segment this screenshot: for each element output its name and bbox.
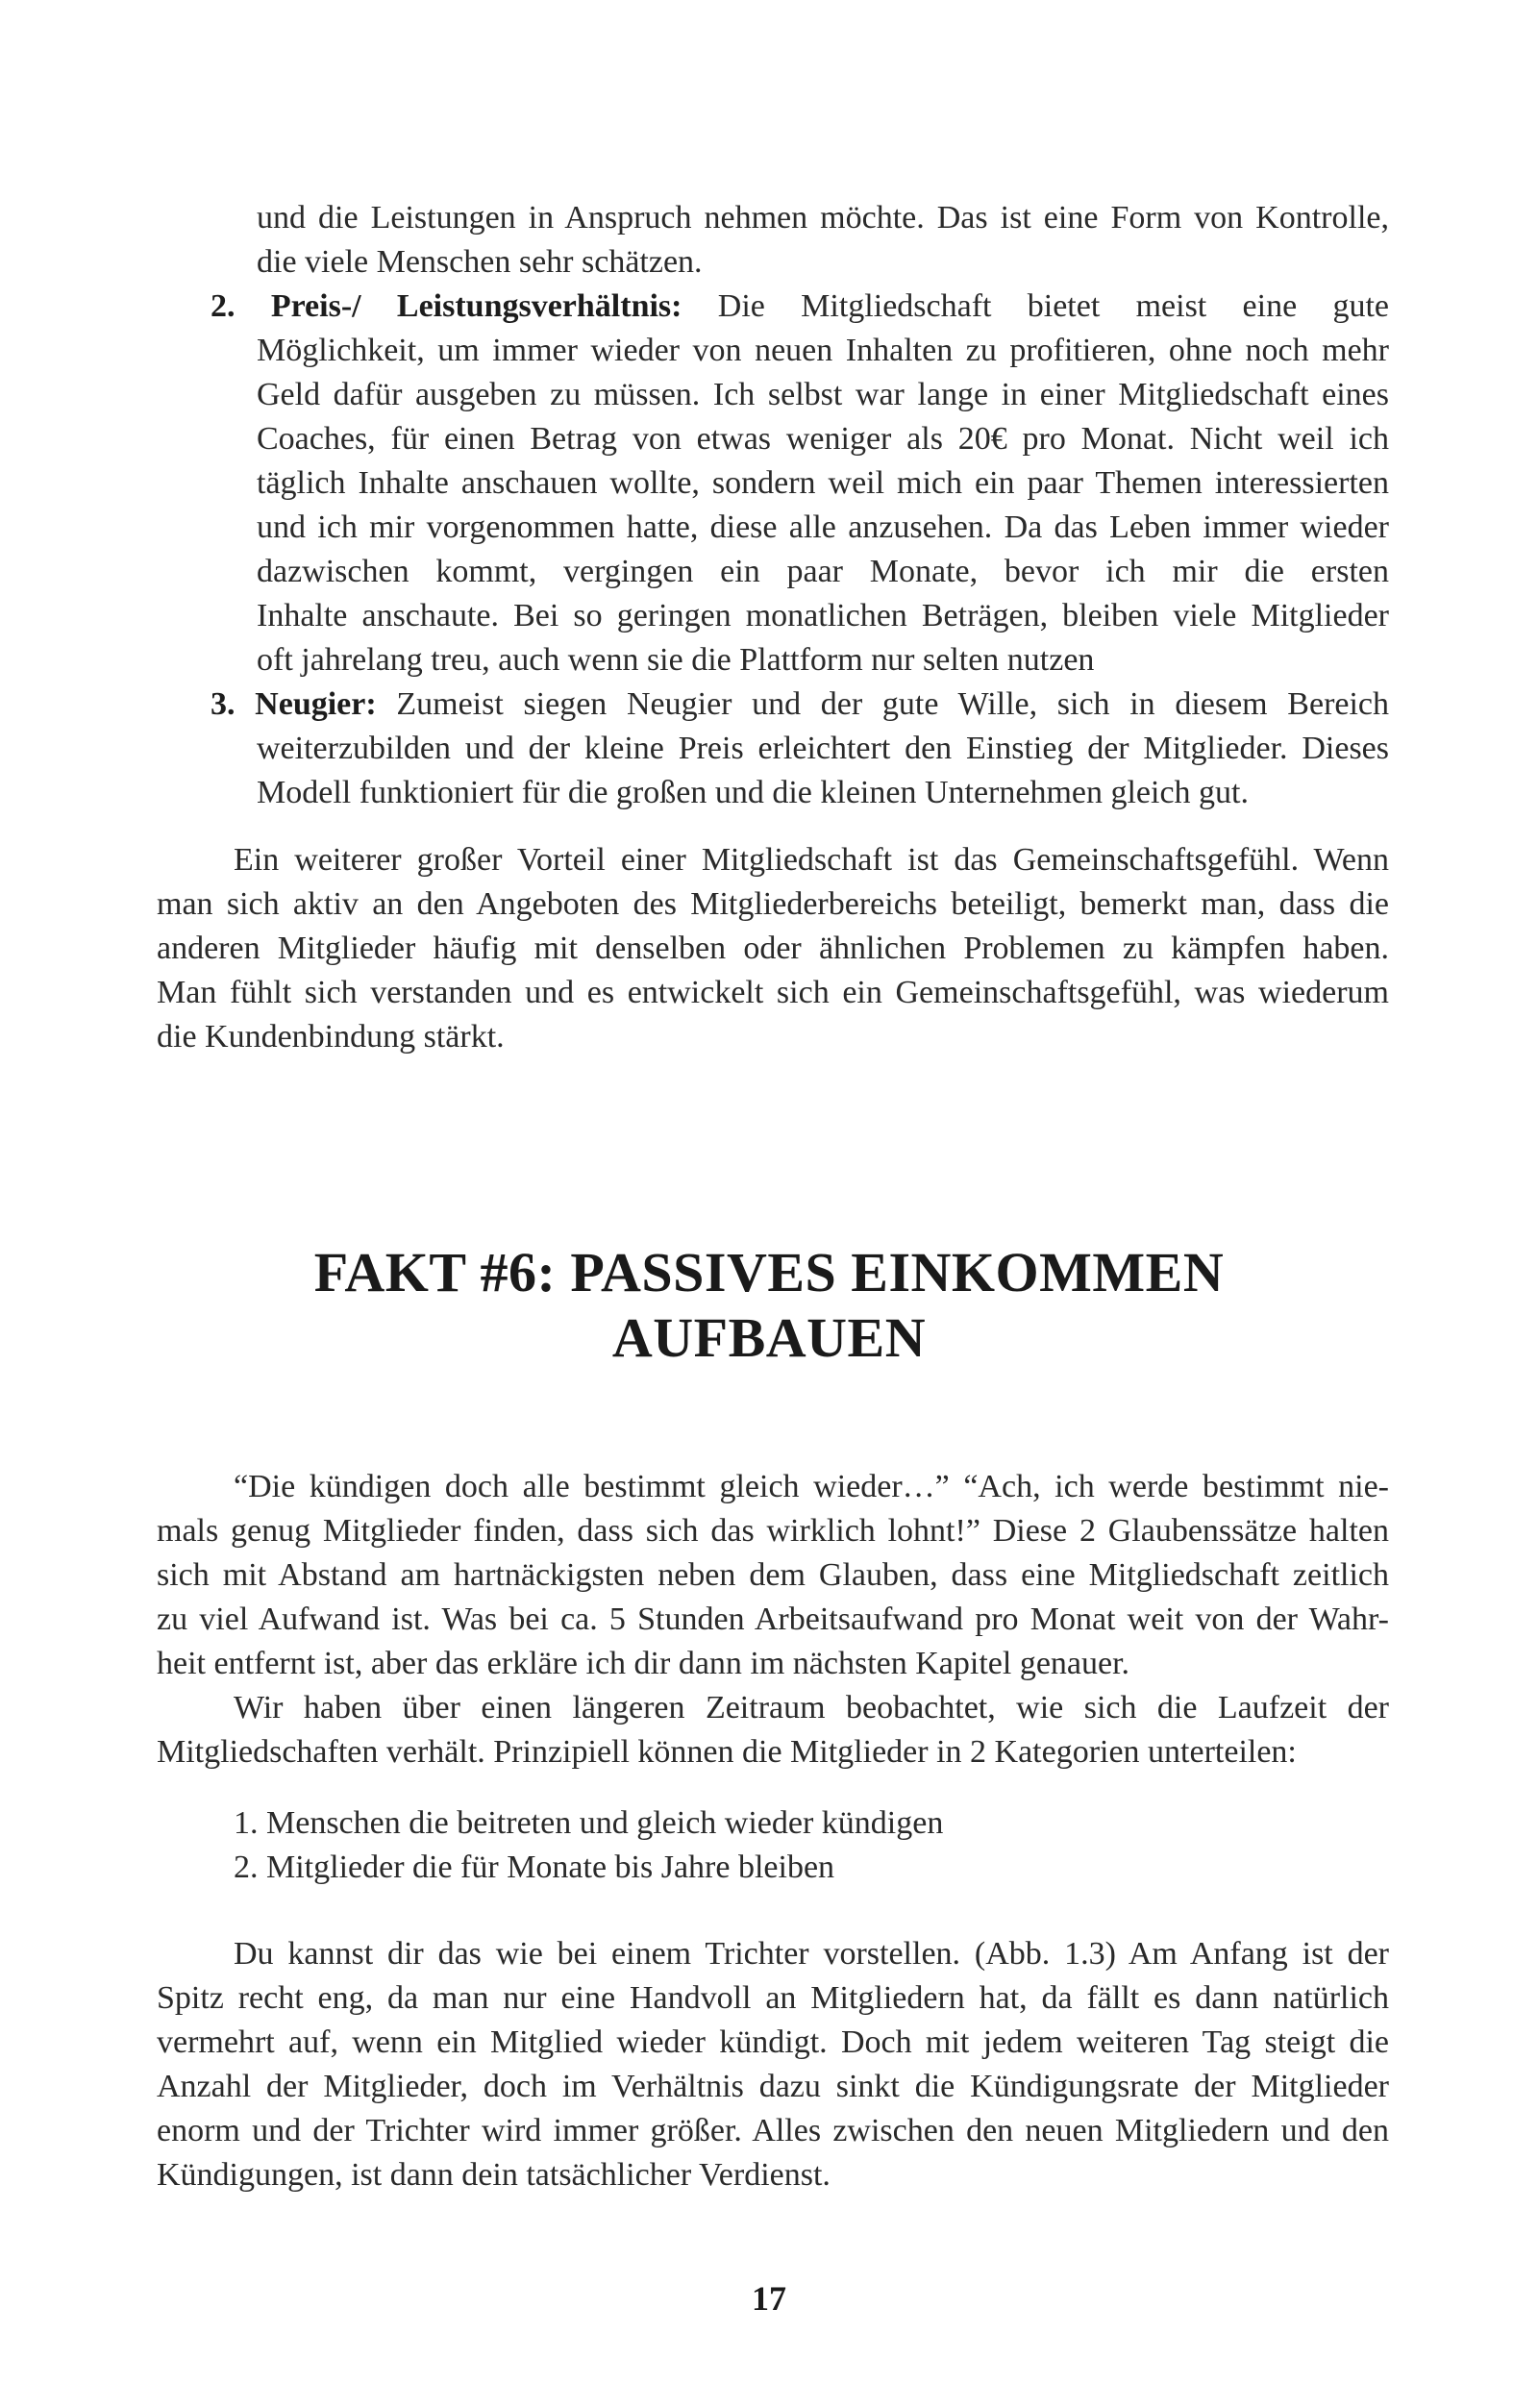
paragraph-beliefs-line: heit entfernt ist, aber das erkläre ich dir dann im nächsten Kapitel genauer. (157, 1646, 1130, 1681)
list-item-3-line: Modell funktioniert für die großen und die kleinen Unternehmen gleich gut. (257, 775, 1250, 810)
list-item-2-line: Geld dafür ausgeben zu müssen. Ich selbst war lange in einer Mitgliedschaft eines (257, 377, 1389, 412)
list-category-item: 2. Mitglieder die für Monate bis Jahre bleiben (234, 1849, 835, 1885)
paragraph-community-line: man sich aktiv an den Angeboten des Mitgliederbereichs beteiligt, bemerkt man, dass die (157, 886, 1389, 922)
list-item-2-number: 2. (211, 288, 236, 324)
paragraph-funnel-line: enorm und der Trichter wird immer größer. Alles zwischen den neuen Mitgliedern und den (157, 2113, 1389, 2148)
list-item-1-continuation-end: die viele Menschen sehr schätzen. (257, 244, 703, 280)
paragraph-funnel-line: Anzahl der Mitglieder, doch im Verhältnis dazu sinkt die Kündigungsrate der Mitglieder (157, 2069, 1389, 2104)
paragraph-funnel-line: Du kannst dir das wie bei einem Trichter vorstellen. (Abb. 1.3) Am Anfang ist der (234, 1936, 1389, 1972)
paragraph-beliefs-line: sich mit Abstand am hartnäckigsten neben dem Glauben, dass eine Mitgliedschaft zeitlich (157, 1557, 1389, 1593)
list-item-2-line: täglich Inhalte anschauen wollte, sondern weil mich ein paar Themen interessierten (257, 465, 1389, 501)
paragraph-funnel-line: Spitz recht eng, da man nur eine Handvoll an Mitgliedern hat, da fällt es dann natürlich (157, 1980, 1389, 2016)
list-item-2-label: Preis-/ Leistungsverhältnis: (270, 288, 682, 324)
list-item-2-line: dazwischen kommt, vergingen ein paar Monate, bevor ich mir die ersten (257, 554, 1389, 589)
paragraph-community-line: Ein weiterer großer Vorteil einer Mitgliedschaft ist das Gemeinschaftsgefühl. Wenn (234, 842, 1389, 878)
section-heading-line-1: FAKT #6: PASSIVES EINKOMMEN (313, 1241, 1225, 1303)
list-item-2-text: Die Mitgliedschaft bietet meist eine gute (717, 288, 1390, 324)
paragraph-funnel-line: vermehrt auf, wenn ein Mitglied wieder kündigt. Doch mit jedem weiteren Tag steigt die (157, 2024, 1389, 2060)
paragraph-beliefs-line: zu viel Aufwand ist. Was bei ca. 5 Stunden Arbeitsaufwand pro Monat weit von der Wahr- (157, 1601, 1389, 1637)
paragraph-community-line: Man fühlt sich verstanden und es entwickelt sich ein Gemeinschaftsgefühl, was wiederum (157, 975, 1389, 1010)
paragraph-community-line: die Kundenbindung stärkt. (157, 1019, 505, 1055)
paragraph-funnel-line: Kündigungen, ist dann dein tatsächlicher Verdienst. (157, 2157, 831, 2193)
list-item-3-label: Neugier: (255, 686, 377, 722)
list-item-1-continuation: und die Leistungen in Anspruch nehmen möchte. Das ist eine Form von Kontrolle, (257, 200, 1389, 236)
section-heading-line-2: AUFBAUEN (611, 1306, 927, 1369)
paragraph-observed-line: Wir haben über einen längeren Zeitraum beobachtet, wie sich die Laufzeit der (234, 1690, 1389, 1725)
paragraph-observed-line: Mitgliedschaften verhält. Prinzipiell können die Mitglieder in 2 Kategorien unterteilen: (157, 1734, 1297, 1770)
list-item-2-line: und ich mir vorgenommen hatte, diese alle anzusehen. Da das Leben immer wieder (257, 509, 1389, 545)
list-item-2-first-line (211, 285, 1389, 329)
paragraph-beliefs-line: “Die kündigen doch alle bestimmt gleich wieder…” “Ach, ich werde bestimmt nie- (234, 1469, 1389, 1504)
list-category-item: 1. Menschen die beitreten und gleich wieder kündigen (234, 1805, 944, 1841)
paragraph-beliefs-line: mals genug Mitglieder finden, dass sich das wirklich lohnt!” Diese 2 Glaubenssätze halten (157, 1513, 1389, 1549)
list-item-3-line: weiterzubilden und der kleine Preis erleichtert den Einstieg der Mitglieder. Dieses (257, 731, 1389, 766)
list-item-2-line: oft jahrelang treu, auch wenn sie die Plattform nur selten nutzen (257, 642, 1095, 678)
page-number: 17 (752, 2279, 786, 2318)
list-item-3-first-line (211, 683, 1389, 727)
paragraph-community-line: anderen Mitglieder häufig mit denselben oder ähnlichen Problemen zu kämpfen haben. (157, 931, 1389, 966)
list-item-3-text: Zumeist siegen Neugier und der gute Wille, sich in diesem Bereich (396, 686, 1390, 722)
list-item-2-line: Möglichkeit, um immer wieder von neuen Inhalten zu profitieren, ohne noch mehr (257, 333, 1389, 368)
list-item-3-number: 3. (211, 686, 236, 722)
list-item-2-line: Inhalte anschaute. Bei so geringen monatlichen Beträgen, bleiben viele Mitglieder (257, 598, 1389, 633)
list-item-2-line: Coaches, für einen Betrag von etwas weniger als 20€ pro Monat. Nicht weil ich (257, 421, 1389, 457)
